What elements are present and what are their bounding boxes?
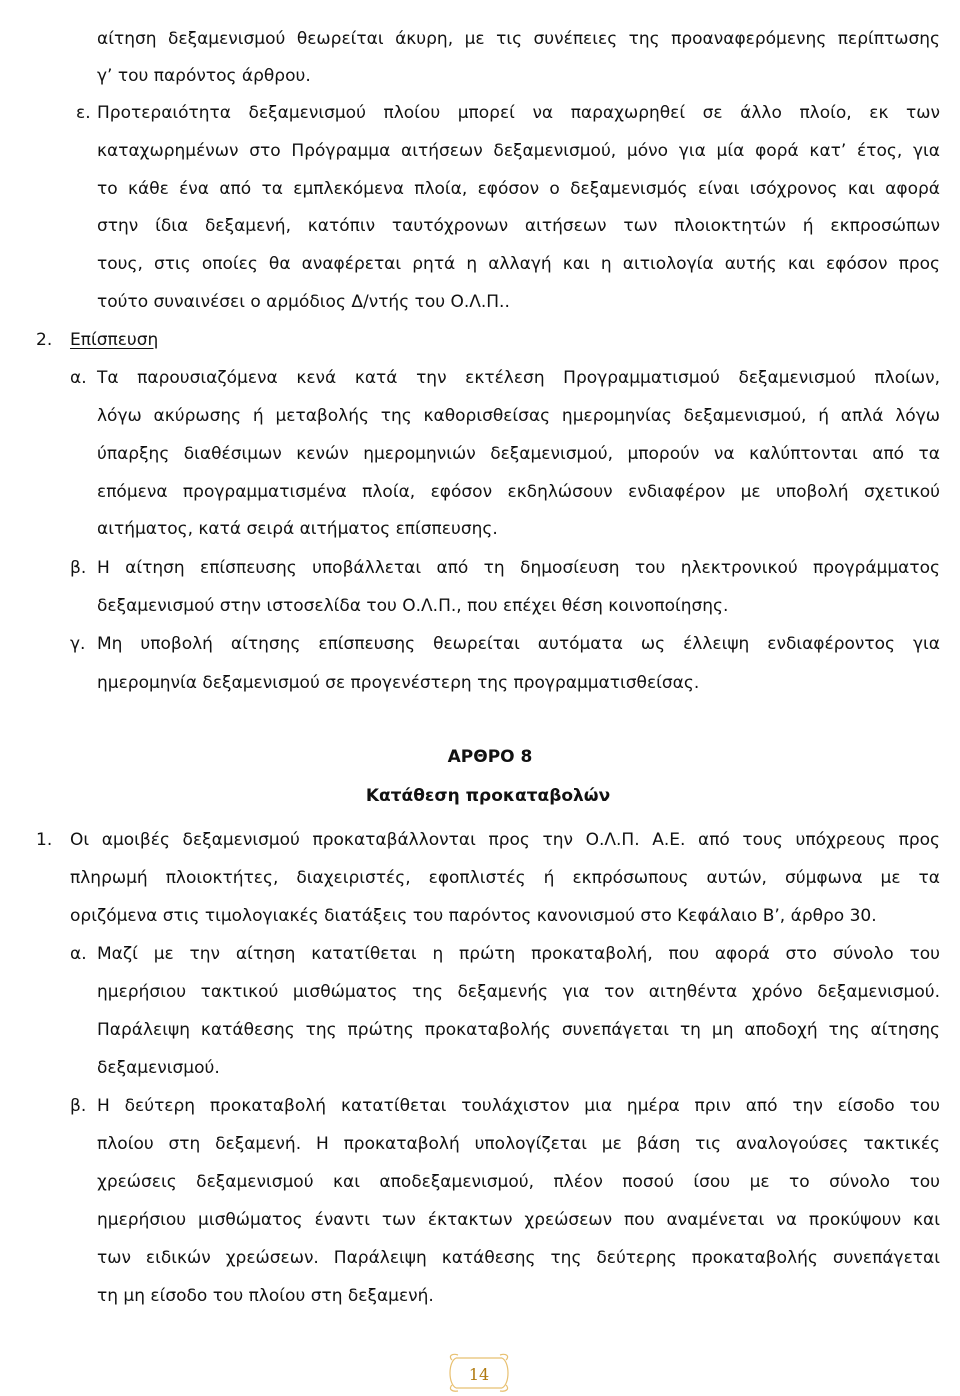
body-text-line: Μαζί με την αίτηση κατατίθεται η πρώτη προκαταβολή, που αφορά στο σύνολο του — [97, 944, 940, 964]
page-number-badge — [444, 1352, 514, 1392]
body-text-line: Προτεραιότητα δεξαμενισμού πλοίου μπορεί να παραχωρηθεί σε άλλο πλοίο, εκ των — [97, 103, 940, 123]
body-text-line: Τα παρουσιαζόμενα κενά κατά την εκτέλεση Προγραμματισμού δεξαμενισμού πλοίων, — [97, 368, 940, 388]
body-text-line: αιτήματος, κατά σειρά αιτήματος επίσπευσης. — [97, 519, 498, 539]
article-subheading: Κατάθεση προκαταβολών — [365, 786, 611, 806]
body-text-line: δεξαμενισμού στην ιστοσελίδα του Ο.Λ.Π., που επέχει θέση κοινοποίησης. — [97, 596, 729, 616]
body-text-line: ημερήσιου μισθώματος έναντι των έκτακτων χρεώσεων που αναμένεται να προκύψουν και — [97, 1210, 940, 1230]
item-marker: α. — [70, 368, 87, 388]
body-text-line: των ειδικών χρεώσεων. Παράλειψη κατάθεσης της δεύτερης προκαταβολής συνεπάγεται — [97, 1248, 940, 1268]
body-text-line: γ’ του παρόντος άρθρου. — [97, 66, 311, 86]
article-heading: ΑΡΘΡΟ 8 — [447, 747, 533, 767]
body-text-line: λόγω ακύρωσης ή μεταβολής της καθορισθείσας ημερομηνίας δεξαμενισμού, ή απλά λόγω — [97, 406, 940, 426]
body-text-line: Η αίτηση επίσπευσης υποβάλλεται από τη δημοσίευση του ηλεκτρονικού προγράμματος — [97, 558, 940, 578]
item-marker: ε. — [76, 103, 91, 123]
item-marker: γ. — [70, 634, 86, 654]
body-text-line: ημερήσιου τακτικού μισθώματος της δεξαμενής για τον αιτηθέντα χρόνο δεξαμενισμού. — [97, 982, 940, 1002]
item-marker: β. — [70, 558, 87, 578]
body-text-line: οριζόμενα στις τιμολογιακές διατάξεις του παρόντος κανονισμού στο Κεφάλαιο Β’, άρθρο 30. — [70, 906, 877, 926]
body-text-line: καταχωρημένων στο Πρόγραμμα αιτήσεων δεξαμενισμού, μόνο για μία φορά κατ’ έτος, για — [97, 141, 940, 161]
body-text-line: Παράλειψη κατάθεσης της πρώτης προκαταβολής συνεπάγεται τη μη αποδοχή της αίτησης — [97, 1020, 940, 1040]
section-title: Επίσπευση — [70, 330, 159, 350]
item-marker: β. — [70, 1096, 87, 1116]
body-text-line: δεξαμενισμού. — [97, 1058, 220, 1078]
body-text-line: αίτηση δεξαμενισμού θεωρείται άκυρη, με τις συνέπειες της προαναφερόμενης περίπτωσης — [97, 29, 940, 49]
body-text-line: το κάθε ένα από τα εμπλεκόμενα πλοία, εφόσον ο δεξαμενισμός είναι ισόχρονος και αφορά — [97, 179, 940, 199]
body-text-line: ύπαρξης διαθέσιμων κενών ημερομηνιών δεξαμενισμού, μπορούν να καλύπτονται από τα — [97, 444, 940, 464]
body-text-line: πληρωμή πλοιοκτήτες, διαχειριστές, εφοπλιστές ή εκπρόσωπους αυτών, σύμφωνα με τα — [70, 868, 940, 888]
body-text-line: Η δεύτερη προκαταβολή κατατίθεται τουλάχιστον μια ημέρα πριν από την είσοδο του — [97, 1096, 940, 1116]
body-text-line: επόμενα προγραμματισμένα πλοία, εφόσον εκδηλώσουν ενδιαφέρον με υποβολή σχετικού — [97, 482, 940, 502]
body-text-line: τους, στις οποίες θα αναφέρεται ρητά η αλλαγή και η αιτιολογία αυτής και εφόσον προς — [97, 254, 940, 274]
body-text-line: πλοίου στη δεξαμενή. Η προκαταβολή υπολογίζεται με βάση τις αναλογούσες τακτικές — [97, 1134, 940, 1154]
section-number: 1. — [36, 830, 53, 850]
body-text-line: ημερομηνία δεξαμενισμού σε προγενέστερη της προγραμματισθείσας. — [97, 673, 700, 693]
page-number: 14 — [468, 1365, 490, 1384]
section-number: 2. — [36, 330, 53, 350]
body-text-line: Μη υποβολή αίτησης επίσπευσης θεωρείται αυτόματα ως έλλειψη ενδιαφέροντος για — [97, 634, 940, 654]
item-marker: α. — [70, 944, 87, 964]
body-text-line: τούτο συναινέσει ο αρμόδιος Δ/ντής του Ο.Λ.Π.. — [97, 292, 510, 312]
body-text-line: τη μη είσοδο του πλοίου στη δεξαμενή. — [97, 1286, 434, 1306]
body-text-line: χρεώσεις δεξαμενισμού και αποδεξαμενισμού, πλέον ποσού ίσου με το σύνολο του — [97, 1172, 940, 1192]
body-text-line: στην ίδια δεξαμενή, κατόπιν ταυτόχρονων αιτήσεων των πλοιοκτητών ή εκπροσώπων — [97, 216, 940, 236]
body-text-line: Οι αμοιβές δεξαμενισμού προκαταβάλλονται προς την Ο.Λ.Π. Α.Ε. από τους υπόχρεους προς — [70, 830, 940, 850]
